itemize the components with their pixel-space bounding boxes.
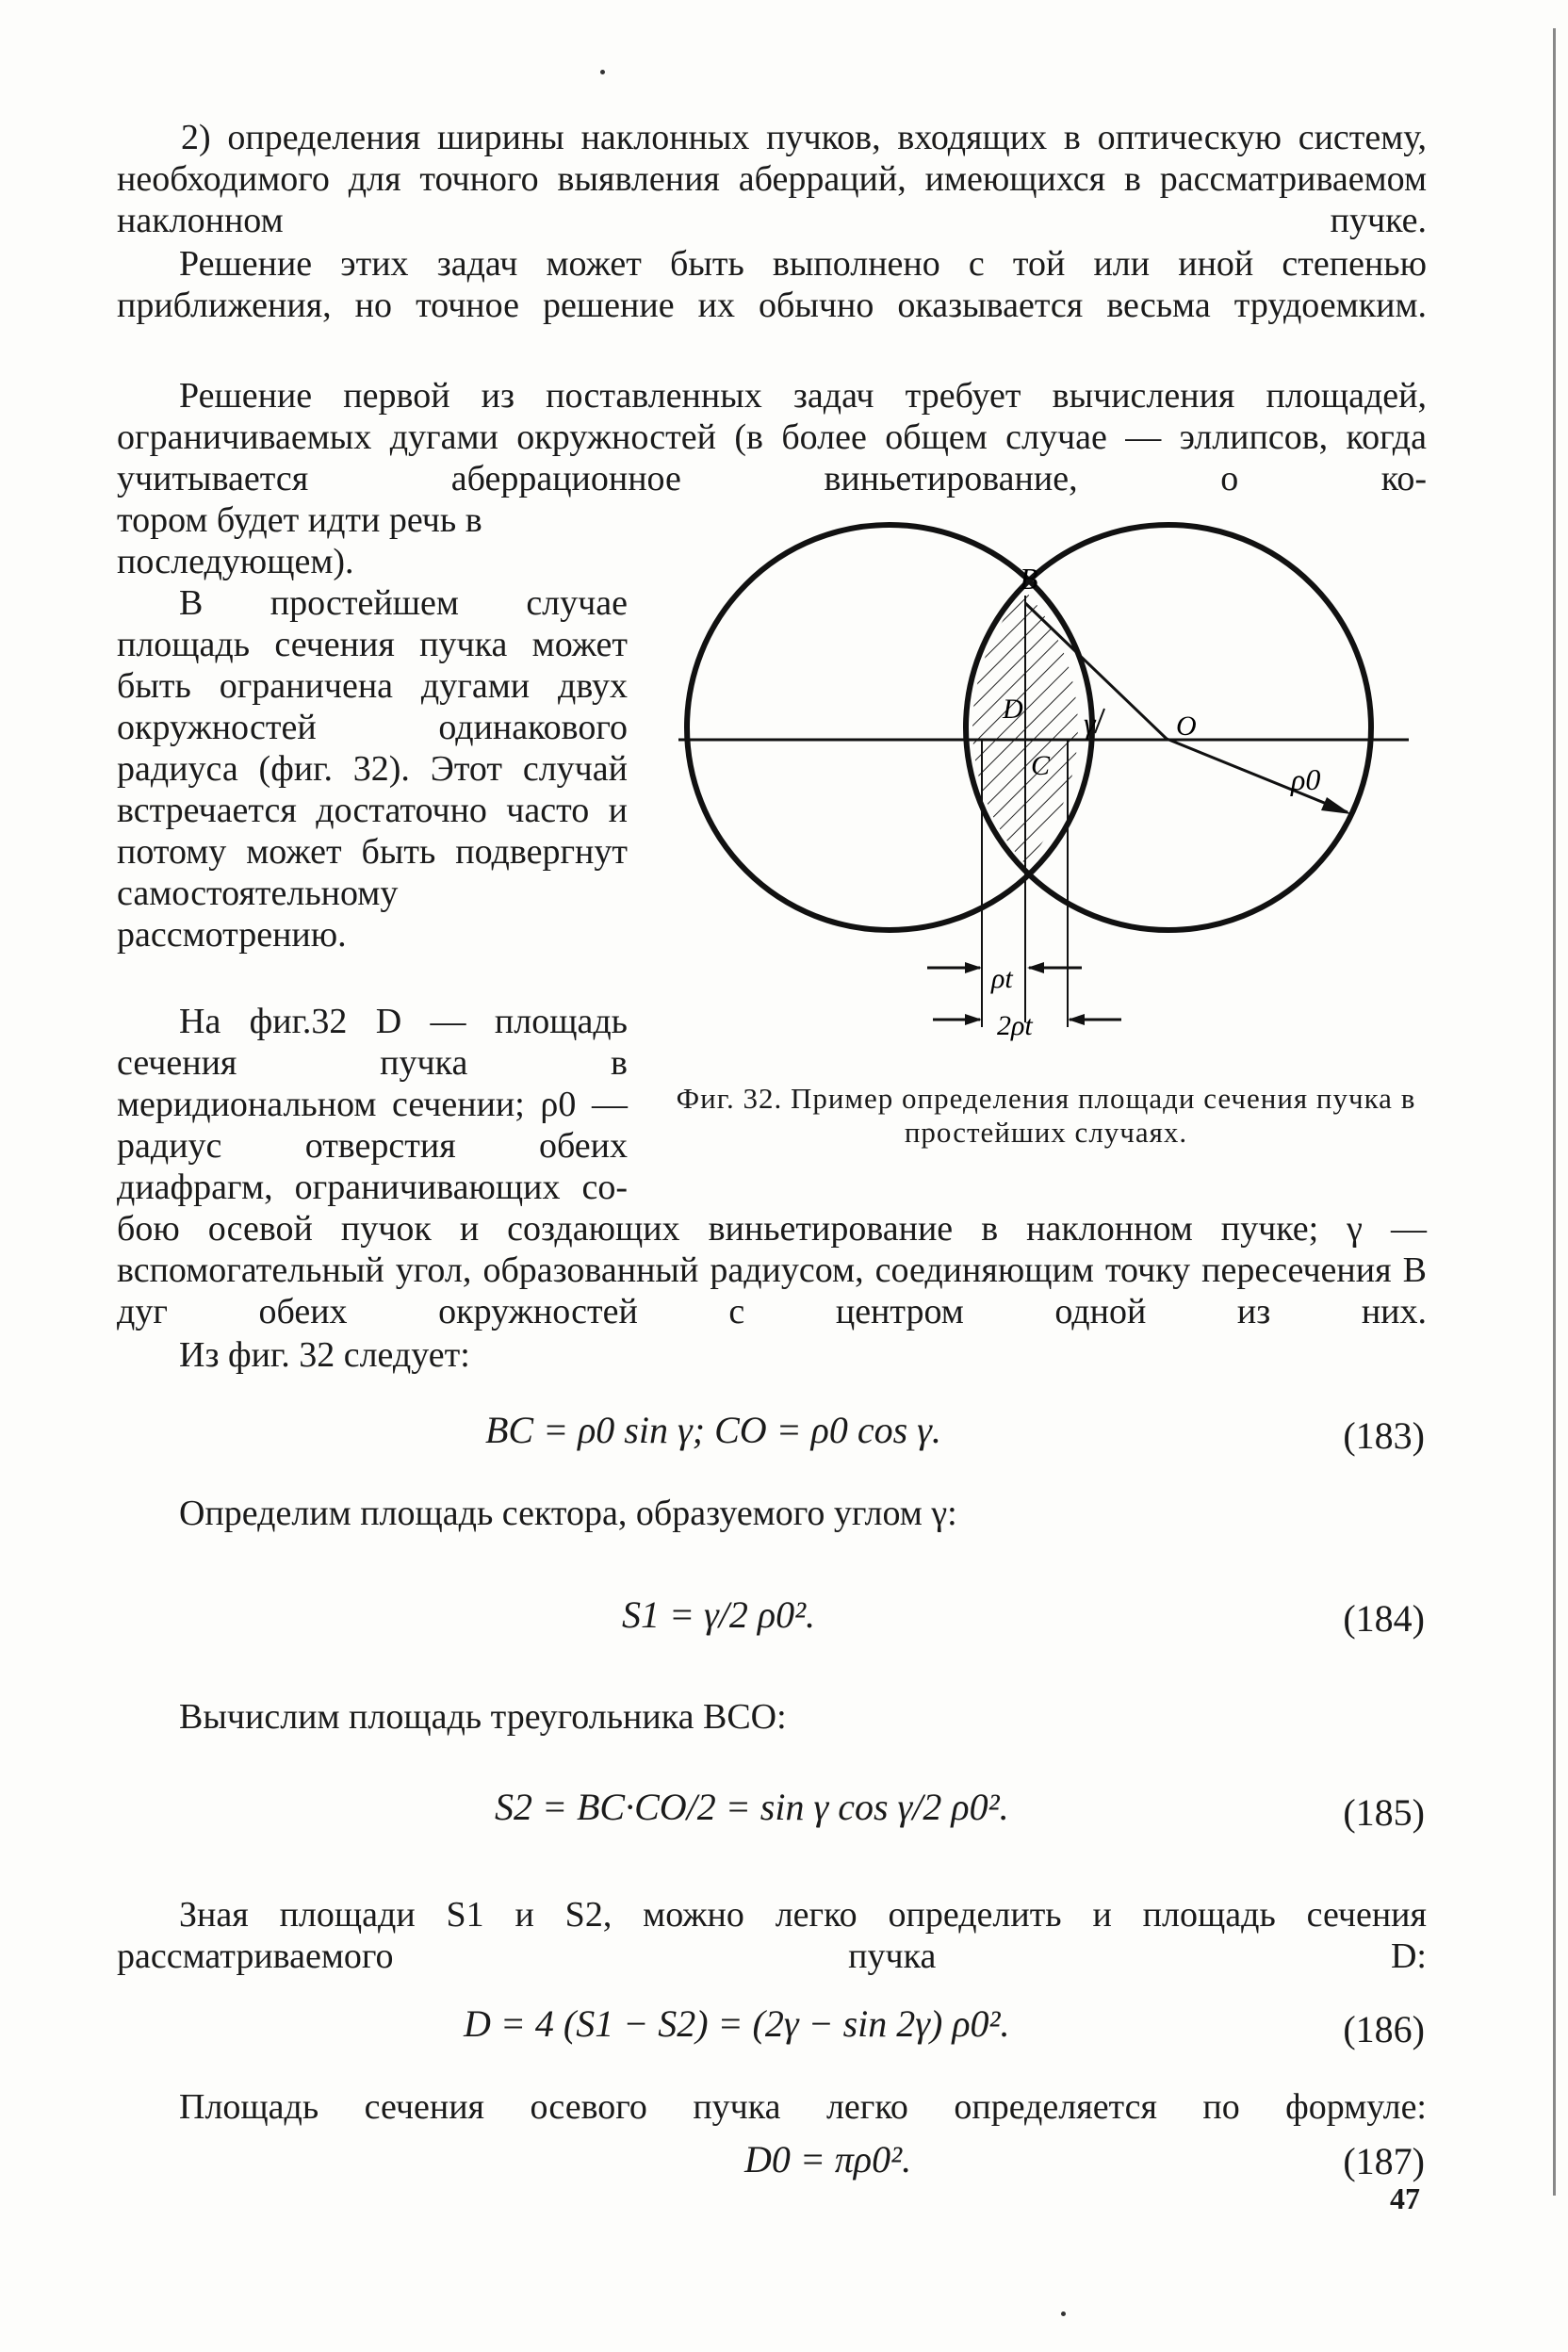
page-number: 47 [1390,2181,1420,2215]
paragraph-5-cont: бою осевой пучок и создающих виньетирование в наклонном пучке; γ — вспомогательный угол, образованный радиусом, соединяющим точку пересечения B дуг обеих окружностей с центром одной из них. [117,1209,1427,1331]
gamma-tick [1095,709,1104,733]
equation-number-184: (184) [1343,1597,1425,1640]
figure-caption: Фиг. 32. Пример определения площади сечения пучка в простейших случаях. [676,1082,1416,1149]
paragraph-7: Определим площадь сектора, образуемого углом γ: [179,1494,957,1533]
arrowhead [965,962,982,973]
label-rho0: ρ0 [1291,762,1321,796]
equation-187: D0 = πρ0². [744,2138,912,2180]
equation-number-183: (183) [1343,1414,1425,1457]
label-c: C [1031,750,1051,781]
paragraph-3-tail: тором будет идти речь в последующем). [117,500,482,581]
paragraph-1: 2) определения ширины наклонных пучков, входящих в оптическую систему, необходимого для точного выявления аберраций, имеющихся в рассматриваемом наклонном пучке. [117,118,1427,240]
equation-number-186: (186) [1343,2008,1425,2050]
rho0-arrowhead [1321,797,1351,814]
equation-183: BC = ρ0 sin γ; CO = ρ0 cos γ. [485,1409,941,1451]
label-rhot: ρt [991,963,1013,994]
equation-185: S2 = BC·CO/2 = sin γ cos γ/2 ρ0². [495,1786,1009,1828]
paragraph-4: В простейшем случае площадь сечения пучка может быть ограничена дугами двух окружностей одинакового радиуса (фиг. 32). Этот случай встречается достаточно часто и потому может быть подвергнут самостоятельному рассмотрению. [117,583,628,955]
paragraph-2: Решение этих задач может быть выполнено с той или иной степенью приближения, но точное решение их обычно оказывается весьма трудоемким. [117,244,1427,325]
equation-186: D = 4 (S1 − S2) = (2γ − sin 2γ) ρ0². [464,2002,1010,2045]
paragraph-6: Из фиг. 32 следует: [179,1335,470,1375]
label-o: O [1176,710,1197,742]
label-d: D [1003,694,1023,725]
label-gamma: γ [1084,706,1096,740]
paragraph-10: Площадь сечения осевого пучка легко определяется по формуле: [179,2087,1427,2127]
label-2rhot: 2ρt [997,1010,1033,1041]
label-b: B [1020,562,1038,596]
equation-184: S1 = γ/2 ρ0². [622,1593,816,1636]
paragraph-5: На фиг.32 D — площадь сечения пучка в меридиональном сечении; ρ0 — радиус отверстия обеих диафрагм, ограничивающих со- [117,1002,628,1207]
equation-number-187: (187) [1343,2140,1425,2182]
arrowhead [1027,962,1044,973]
paragraph-3: Решение первой из поставленных задач требует вычисления площадей, ограничиваемых дугами окружностей (в более общем случае — эллипсов, когда учитывается аберрационное виньетирование, о ко- [117,376,1427,498]
equation-number-185: (185) [1343,1791,1425,1834]
paragraph-8: Вычислим площадь треугольника BCO: [179,1697,787,1737]
arrowhead [965,1014,982,1025]
arrowhead [1068,1014,1085,1025]
paragraph-9: Зная площади S1 и S2, можно легко определить и площадь сечения рассматриваемого пучка D: [117,1895,1427,1976]
